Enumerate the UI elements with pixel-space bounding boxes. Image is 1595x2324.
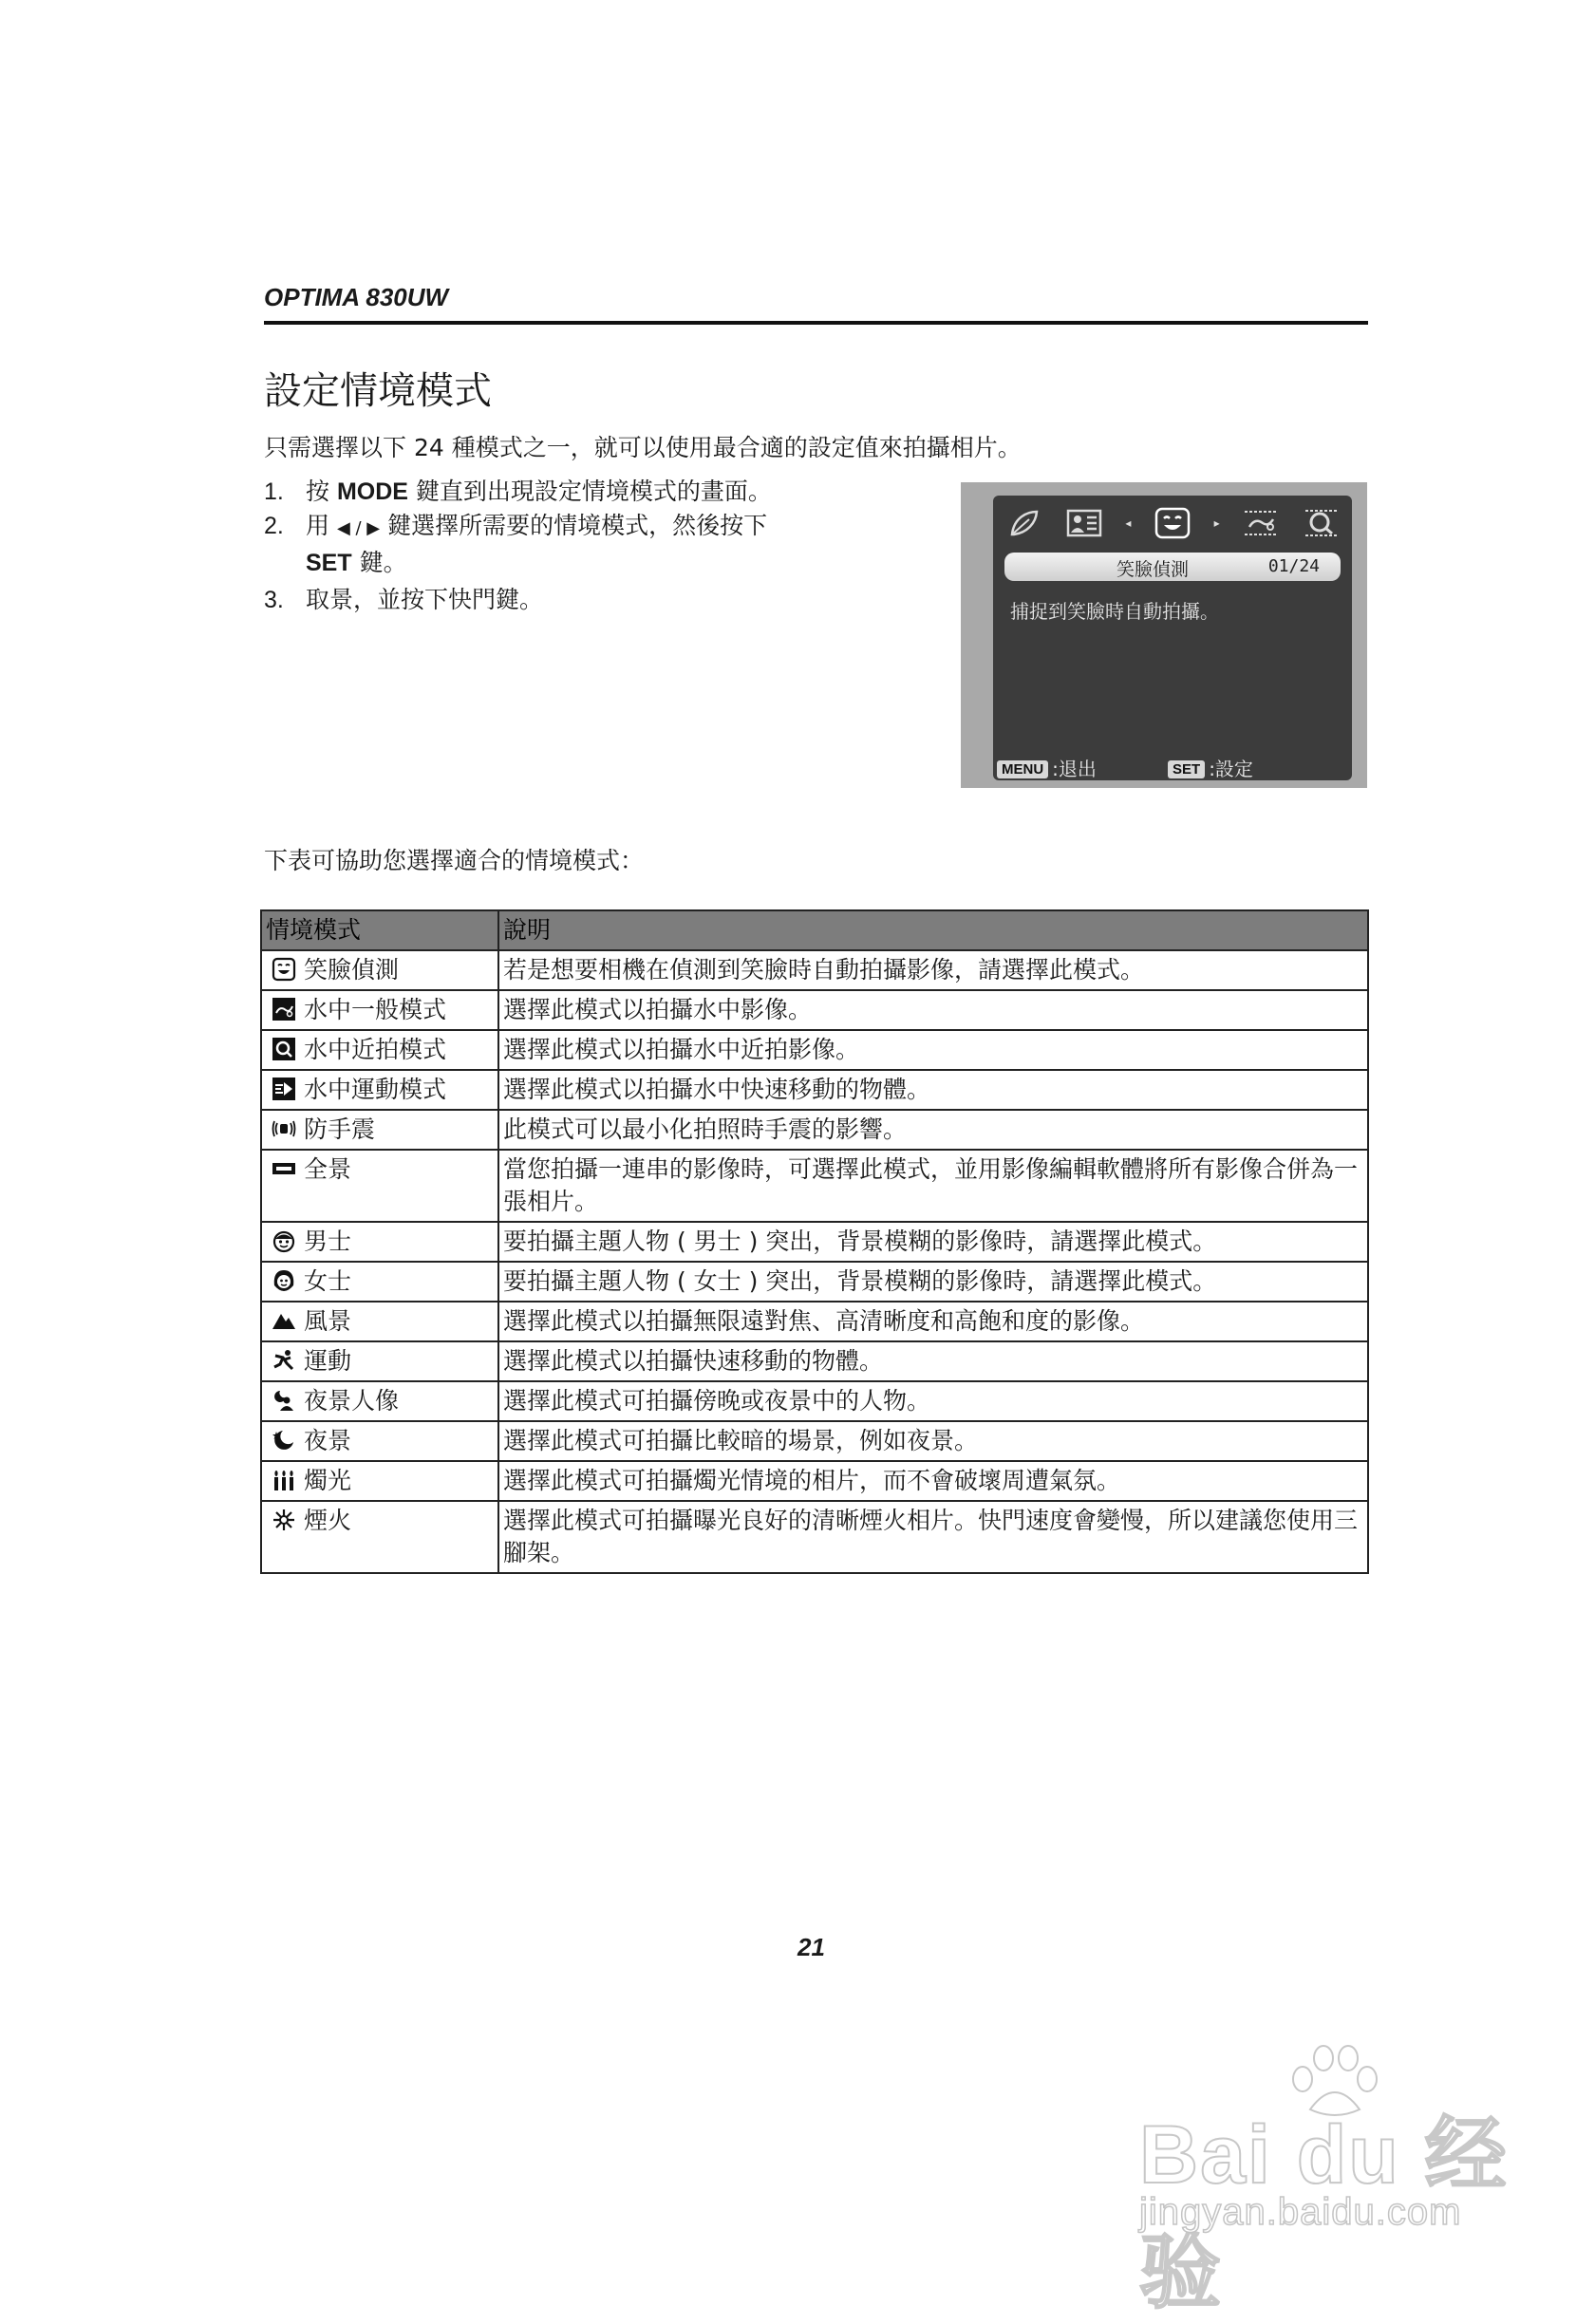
mode-name: 夜景人像 <box>304 1387 400 1415</box>
table-row <box>261 1302 1368 1341</box>
column-header-description: 說明 <box>498 910 1368 950</box>
lcd-icon-strip <box>1004 501 1341 545</box>
mode-description: 選擇此模式以拍攝快速移動的物體。 <box>498 1341 1368 1381</box>
mode-description: 選擇此模式以拍攝無限遠對焦、高清晰度和高飽和度的影像。 <box>498 1302 1368 1341</box>
mode-name: 全景 <box>304 1155 352 1183</box>
lcd-mode-description: 捕捉到笑臉時自動拍攝。 <box>1010 600 1219 623</box>
section-title: 設定情境模式 <box>264 369 492 413</box>
lcd-screen <box>993 496 1352 780</box>
mode-name: 男士 <box>304 1228 352 1255</box>
mode-name: 風景 <box>304 1307 352 1335</box>
candlelight-icon <box>272 1468 296 1492</box>
mode-name: 夜景 <box>304 1427 352 1454</box>
mode-description: 選擇此模式以拍攝水中影像。 <box>498 990 1368 1030</box>
lcd-mode-counter: 01/24 <box>1267 556 1320 576</box>
night-portrait-icon <box>272 1388 296 1413</box>
step-number: 2. <box>264 513 284 539</box>
mode-name: 燭光 <box>304 1467 352 1494</box>
camera-lcd-illustration <box>961 482 1367 788</box>
table-row <box>261 1461 1368 1501</box>
table-row <box>261 1150 1368 1222</box>
mode-name: 笑臉偵測 <box>304 956 400 984</box>
anti-shake-icon <box>272 1116 296 1141</box>
table-intro: 下表可協助您選擇適合的情境模式： <box>264 847 645 874</box>
underwater-macro-icon <box>1303 506 1341 540</box>
step-number: 1. <box>264 478 284 505</box>
mode-name: 水中一般模式 <box>304 996 447 1023</box>
table-row <box>261 1341 1368 1381</box>
lcd-set-hint: SET :設定 <box>1168 754 1253 781</box>
set-key-label: SET <box>306 550 352 576</box>
watermark-url: jingyan.baidu.com <box>1139 2191 1462 2233</box>
lcd-right-arrow-icon: ▸ <box>1213 516 1220 530</box>
mode-key-label: MODE <box>336 478 408 505</box>
table-row <box>261 1262 1368 1302</box>
step-3: 3. 取景，並按下快門鍵。 <box>264 583 543 617</box>
mode-description: 當您拍攝一連串的影像時，可選擇此模式，並用影像編輯軟體將所有影像合併為一張相片。 <box>498 1150 1368 1222</box>
table-row <box>261 1070 1368 1110</box>
panorama-icon <box>272 1156 296 1181</box>
mode-description: 選擇此模式可拍攝燭光情境的相片，而不會破壞周遭氣氛。 <box>498 1461 1368 1501</box>
table-row <box>261 1381 1368 1421</box>
mode-name: 水中近拍模式 <box>304 1036 447 1063</box>
baidu-watermark <box>1139 2041 1567 2318</box>
table-row <box>261 1222 1368 1262</box>
mode-name: 水中運動模式 <box>304 1076 447 1103</box>
table-row <box>261 950 1368 990</box>
underwater-general-icon <box>272 997 296 1021</box>
leaf-icon <box>1004 506 1042 540</box>
mode-description: 選擇此模式以拍攝水中近拍影像。 <box>498 1030 1368 1070</box>
lcd-mode-bar <box>1004 553 1341 581</box>
step-2: 2. 用 ◀ / ▶ 鍵選擇所需要的情境模式，然後按下 SET 鍵。 <box>264 509 767 580</box>
lcd-menu-hint: MENU :退出 <box>997 754 1097 781</box>
underwater-icon <box>1242 506 1280 540</box>
mode-description: 此模式可以最小化拍照時手震的影響。 <box>498 1110 1368 1150</box>
step-number: 3. <box>264 587 284 613</box>
table-row <box>261 1421 1368 1461</box>
table-row <box>261 1030 1368 1070</box>
table-header-row <box>261 910 1368 950</box>
mode-description: 要拍攝主題人物 ( 女士 ) 突出，背景模糊的影像時，請選擇此模式。 <box>498 1262 1368 1302</box>
mode-name: 防手震 <box>304 1115 376 1143</box>
table-row <box>261 1501 1368 1573</box>
intro-text: 只需選擇以下 24 種模式之一，就可以使用最合適的設定值來拍攝相片。 <box>264 434 1022 461</box>
mode-name: 運動 <box>304 1347 352 1375</box>
column-header-mode: 情境模式 <box>261 910 498 950</box>
page-number: 21 <box>798 1933 825 1961</box>
mode-description: 選擇此模式可拍攝比較暗的場景，例如夜景。 <box>498 1421 1368 1461</box>
mode-description: 要拍攝主題人物 ( 男士 ) 突出，背景模糊的影像時，請選擇此模式。 <box>498 1222 1368 1262</box>
mode-description: 選擇此模式以拍攝水中快速移動的物體。 <box>498 1070 1368 1110</box>
scene-mode-table <box>260 909 1369 1574</box>
left-right-arrows-icon: ◀ / ▶ <box>336 518 381 538</box>
menu-key: MENU <box>997 760 1048 778</box>
sports-icon <box>272 1348 296 1373</box>
mode-name: 煙火 <box>304 1507 352 1534</box>
mode-description: 若是想要相機在偵測到笑臉時自動拍攝影像，請選擇此模式。 <box>498 950 1368 990</box>
product-model-header: OPTIMA 830UW <box>264 283 449 311</box>
night-scene-icon <box>272 1428 296 1452</box>
mode-description: 選擇此模式可拍攝曝光良好的清晰煙火相片。快門速度會變慢，所以建議您使用三腳架。 <box>498 1501 1368 1573</box>
set-key: SET <box>1168 760 1205 778</box>
underwater-sports-icon <box>272 1077 296 1101</box>
woman-icon <box>272 1268 296 1293</box>
lcd-left-arrow-icon: ◂ <box>1125 516 1132 530</box>
header-rule <box>264 321 1368 325</box>
watermark-brand: Bai du 经验 <box>1139 2109 1509 2318</box>
lcd-mode-name: 笑臉偵測 <box>1116 559 1190 580</box>
man-icon <box>272 1228 296 1253</box>
table-row <box>261 990 1368 1030</box>
underwater-macro-icon <box>272 1037 296 1061</box>
smile-face-icon <box>1154 506 1192 540</box>
table-row <box>261 1110 1368 1150</box>
portrait-list-icon <box>1065 506 1103 540</box>
mode-name: 女士 <box>304 1267 352 1295</box>
fireworks-icon <box>272 1508 296 1532</box>
landscape-icon <box>272 1308 296 1333</box>
step-1: 1. 按 MODE 鍵直到出現設定情境模式的畫面。 <box>264 475 772 509</box>
mode-description: 選擇此模式可拍攝傍晚或夜景中的人物。 <box>498 1381 1368 1421</box>
smile-detect-icon <box>272 957 296 982</box>
